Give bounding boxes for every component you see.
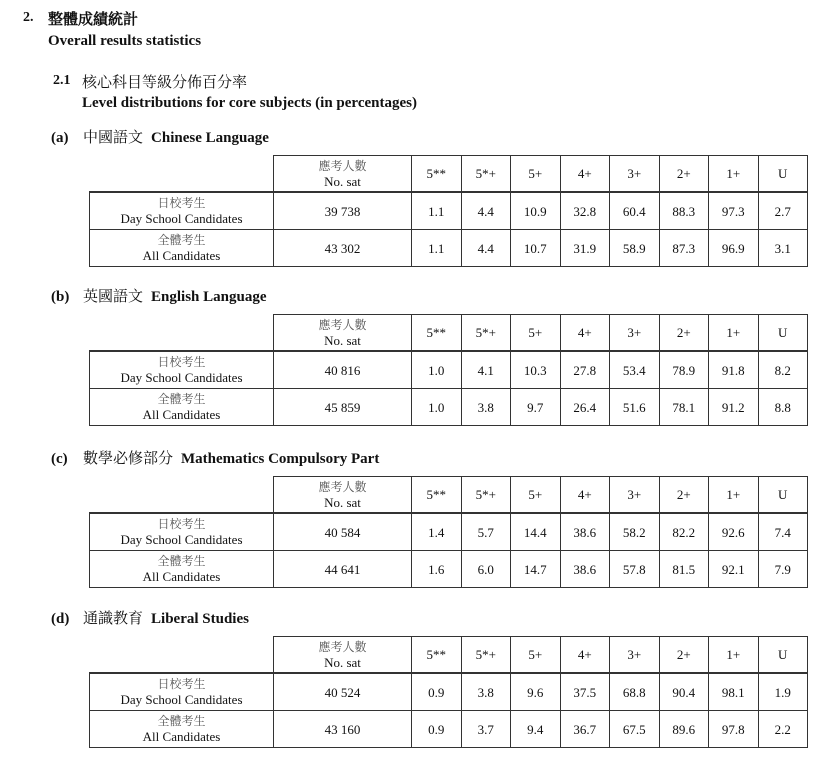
- candidate-type-en: Day School Candidates: [120, 692, 243, 707]
- percentage-cell: 8.8: [758, 389, 808, 426]
- percentage-cell: 81.5: [659, 551, 709, 588]
- percentage-cell: 53.4: [610, 351, 660, 389]
- table-row: [90, 711, 808, 748]
- percentage-cell: 1.1: [412, 192, 462, 230]
- table-header-row: [90, 156, 808, 193]
- percentage-cell: 1.1: [412, 230, 462, 267]
- percentage-cell: 68.8: [610, 673, 660, 711]
- header-no-sat-zh: 應考人數: [318, 158, 367, 173]
- percentage-cell: 4.4: [461, 192, 511, 230]
- table-row: [90, 673, 808, 711]
- header-level: 3+: [610, 156, 660, 193]
- header-no-sat: [274, 477, 412, 514]
- subject-name-zh: 通識教育: [83, 609, 144, 627]
- level-distribution-table: [89, 636, 808, 748]
- percentage-cell: 92.1: [709, 551, 759, 588]
- percentage-cell: 91.2: [709, 389, 759, 426]
- percentage-cell: 78.9: [659, 351, 709, 389]
- header-level: 4+: [560, 315, 610, 352]
- candidate-type-cell: [90, 551, 274, 588]
- candidate-type-zh: 全體考生: [157, 392, 206, 406]
- percentage-cell: 14.7: [511, 551, 561, 588]
- percentage-cell: 3.8: [461, 673, 511, 711]
- header-level: 1+: [709, 477, 759, 514]
- subject-name-en: Liberal Studies: [151, 611, 249, 627]
- header-no-sat: [274, 637, 412, 674]
- header-level: 4+: [560, 637, 610, 674]
- subject-name-zh: 英國語文: [83, 287, 144, 305]
- header-level: 4+: [560, 477, 610, 514]
- candidate-type-cell: [90, 513, 274, 551]
- no-sat-cell: 44 641: [274, 551, 412, 588]
- percentage-cell: 87.3: [659, 230, 709, 267]
- candidate-type-zh: 全體考生: [157, 554, 206, 568]
- candidate-type-zh: 全體考生: [157, 714, 206, 728]
- header-level: 3+: [610, 637, 660, 674]
- header-level: 3+: [610, 477, 660, 514]
- percentage-cell: 89.6: [659, 711, 709, 748]
- candidate-type-zh: 日校考生: [157, 517, 206, 531]
- percentage-cell: 9.6: [511, 673, 561, 711]
- section-number: 2.: [23, 10, 34, 25]
- candidate-type-en: Day School Candidates: [120, 532, 243, 547]
- percentage-cell: 92.6: [709, 513, 759, 551]
- percentage-cell: 4.4: [461, 230, 511, 267]
- percentage-cell: 9.4: [511, 711, 561, 748]
- header-no-sat-en: No. sat: [324, 494, 361, 510]
- level-distribution-table: [89, 314, 808, 426]
- header-level: U: [758, 477, 808, 514]
- subject-title: [51, 126, 269, 147]
- header-blank-cell: [90, 477, 274, 514]
- percentage-cell: 90.4: [659, 673, 709, 711]
- percentage-cell: 14.4: [511, 513, 561, 551]
- header-no-sat-en: No. sat: [324, 654, 361, 670]
- percentage-cell: 1.0: [412, 351, 462, 389]
- header-level: 5+: [511, 477, 561, 514]
- no-sat-cell: 43 302: [274, 230, 412, 267]
- percentage-cell: 1.4: [412, 513, 462, 551]
- table-row: [90, 230, 808, 267]
- percentage-cell: 91.8: [709, 351, 759, 389]
- percentage-cell: 27.8: [560, 351, 610, 389]
- header-no-sat: [274, 315, 412, 352]
- percentage-cell: 97.8: [709, 711, 759, 748]
- percentage-cell: 8.2: [758, 351, 808, 389]
- candidate-type-cell: [90, 389, 274, 426]
- header-no-sat-zh: 應考人數: [318, 479, 367, 494]
- percentage-cell: 38.6: [560, 513, 610, 551]
- header-level: 5*+: [461, 477, 511, 514]
- header-level: U: [758, 156, 808, 193]
- candidate-type-cell: [90, 192, 274, 230]
- percentage-cell: 10.9: [511, 192, 561, 230]
- percentage-cell: 26.4: [560, 389, 610, 426]
- subject-label: (c): [51, 451, 68, 467]
- header-blank-cell: [90, 315, 274, 352]
- no-sat-cell: 39 738: [274, 192, 412, 230]
- percentage-cell: 3.1: [758, 230, 808, 267]
- subject-name-zh: 數學必修部分: [83, 449, 174, 467]
- header-level: 2+: [659, 315, 709, 352]
- candidate-type-zh: 日校考生: [157, 196, 206, 210]
- percentage-cell: 58.2: [610, 513, 660, 551]
- subject-title: [51, 285, 266, 306]
- header-level: 2+: [659, 156, 709, 193]
- no-sat-cell: 40 524: [274, 673, 412, 711]
- percentage-cell: 36.7: [560, 711, 610, 748]
- percentage-cell: 2.7: [758, 192, 808, 230]
- subject-name-en: English Language: [151, 289, 267, 305]
- candidate-type-zh: 日校考生: [157, 355, 206, 369]
- header-level: 5**: [412, 477, 462, 514]
- header-blank-cell: [90, 156, 274, 193]
- candidate-type-en: Day School Candidates: [120, 211, 243, 226]
- percentage-cell: 67.5: [610, 711, 660, 748]
- no-sat-cell: 45 859: [274, 389, 412, 426]
- percentage-cell: 4.1: [461, 351, 511, 389]
- percentage-cell: 10.7: [511, 230, 561, 267]
- header-no-sat-en: No. sat: [324, 173, 361, 189]
- header-no-sat-zh: 應考人數: [318, 317, 367, 332]
- percentage-cell: 60.4: [610, 192, 660, 230]
- candidate-type-en: All Candidates: [142, 569, 221, 584]
- level-distribution-table: [89, 476, 808, 588]
- candidate-type-cell: [90, 230, 274, 267]
- header-level: 5+: [511, 637, 561, 674]
- header-level: 5+: [511, 156, 561, 193]
- header-level: 5*+: [461, 315, 511, 352]
- section-title-zh: 整體成績統計: [48, 10, 139, 28]
- percentage-cell: 88.3: [659, 192, 709, 230]
- candidate-type-en: Day School Candidates: [120, 370, 243, 385]
- candidate-type-cell: [90, 673, 274, 711]
- percentage-cell: 1.6: [412, 551, 462, 588]
- candidate-type-cell: [90, 351, 274, 389]
- percentage-cell: 1.9: [758, 673, 808, 711]
- no-sat-cell: 43 160: [274, 711, 412, 748]
- percentage-cell: 38.6: [560, 551, 610, 588]
- percentage-cell: 82.2: [659, 513, 709, 551]
- subsection-title-zh: 核心科目等級分佈百分率: [82, 73, 248, 91]
- header-level: 1+: [709, 315, 759, 352]
- percentage-cell: 78.1: [659, 389, 709, 426]
- subject-name-en: Mathematics Compulsory Part: [181, 451, 380, 467]
- candidate-type-en: All Candidates: [142, 729, 221, 744]
- percentage-cell: 7.9: [758, 551, 808, 588]
- subject-label: (b): [51, 289, 70, 305]
- percentage-cell: 98.1: [709, 673, 759, 711]
- table-header-row: [90, 315, 808, 352]
- header-level: 4+: [560, 156, 610, 193]
- subject-title: [51, 447, 379, 468]
- candidate-type-cell: [90, 711, 274, 748]
- percentage-cell: 2.2: [758, 711, 808, 748]
- header-level: 2+: [659, 637, 709, 674]
- header-level: 1+: [709, 156, 759, 193]
- no-sat-cell: 40 816: [274, 351, 412, 389]
- percentage-cell: 9.7: [511, 389, 561, 426]
- no-sat-cell: 40 584: [274, 513, 412, 551]
- percentage-cell: 7.4: [758, 513, 808, 551]
- header-blank-cell: [90, 637, 274, 674]
- percentage-cell: 96.9: [709, 230, 759, 267]
- subsection-title-en: Level distributions for core subjects (in percentages): [82, 95, 417, 111]
- percentage-cell: 57.8: [610, 551, 660, 588]
- header-level: 5*+: [461, 156, 511, 193]
- header-no-sat: [274, 156, 412, 193]
- table-row: [90, 192, 808, 230]
- percentage-cell: 51.6: [610, 389, 660, 426]
- candidate-type-en: All Candidates: [142, 248, 221, 263]
- table-header-row: [90, 637, 808, 674]
- candidate-type-zh: 全體考生: [157, 233, 206, 247]
- header-level: 5**: [412, 637, 462, 674]
- header-level: 5**: [412, 315, 462, 352]
- candidate-type-zh: 日校考生: [157, 677, 206, 691]
- header-no-sat-en: No. sat: [324, 332, 361, 348]
- subject-label: (d): [51, 611, 70, 627]
- percentage-cell: 32.8: [560, 192, 610, 230]
- percentage-cell: 10.3: [511, 351, 561, 389]
- header-level: 5**: [412, 156, 462, 193]
- percentage-cell: 58.9: [610, 230, 660, 267]
- header-level: 5+: [511, 315, 561, 352]
- header-level: U: [758, 637, 808, 674]
- percentage-cell: 0.9: [412, 673, 462, 711]
- table-row: [90, 389, 808, 426]
- percentage-cell: 37.5: [560, 673, 610, 711]
- subject-name-zh: 中國語文: [83, 128, 144, 146]
- table-row: [90, 513, 808, 551]
- subsection-number: 2.1: [53, 73, 71, 88]
- percentage-cell: 3.7: [461, 711, 511, 748]
- header-level: U: [758, 315, 808, 352]
- percentage-cell: 1.0: [412, 389, 462, 426]
- percentage-cell: 0.9: [412, 711, 462, 748]
- subject-name-en: Chinese Language: [151, 130, 269, 146]
- subject-title: [51, 607, 249, 628]
- table-row: [90, 551, 808, 588]
- percentage-cell: 31.9: [560, 230, 610, 267]
- percentage-cell: 97.3: [709, 192, 759, 230]
- candidate-type-en: All Candidates: [142, 407, 221, 422]
- table-row: [90, 351, 808, 389]
- table-header-row: [90, 477, 808, 514]
- percentage-cell: 6.0: [461, 551, 511, 588]
- header-no-sat-zh: 應考人數: [318, 639, 367, 654]
- percentage-cell: 5.7: [461, 513, 511, 551]
- header-level: 3+: [610, 315, 660, 352]
- section-title-en: Overall results statistics: [48, 33, 202, 49]
- percentage-cell: 3.8: [461, 389, 511, 426]
- header-level: 2+: [659, 477, 709, 514]
- level-distribution-table: [89, 155, 808, 267]
- header-level: 1+: [709, 637, 759, 674]
- header-level: 5*+: [461, 637, 511, 674]
- subject-label: (a): [51, 130, 69, 146]
